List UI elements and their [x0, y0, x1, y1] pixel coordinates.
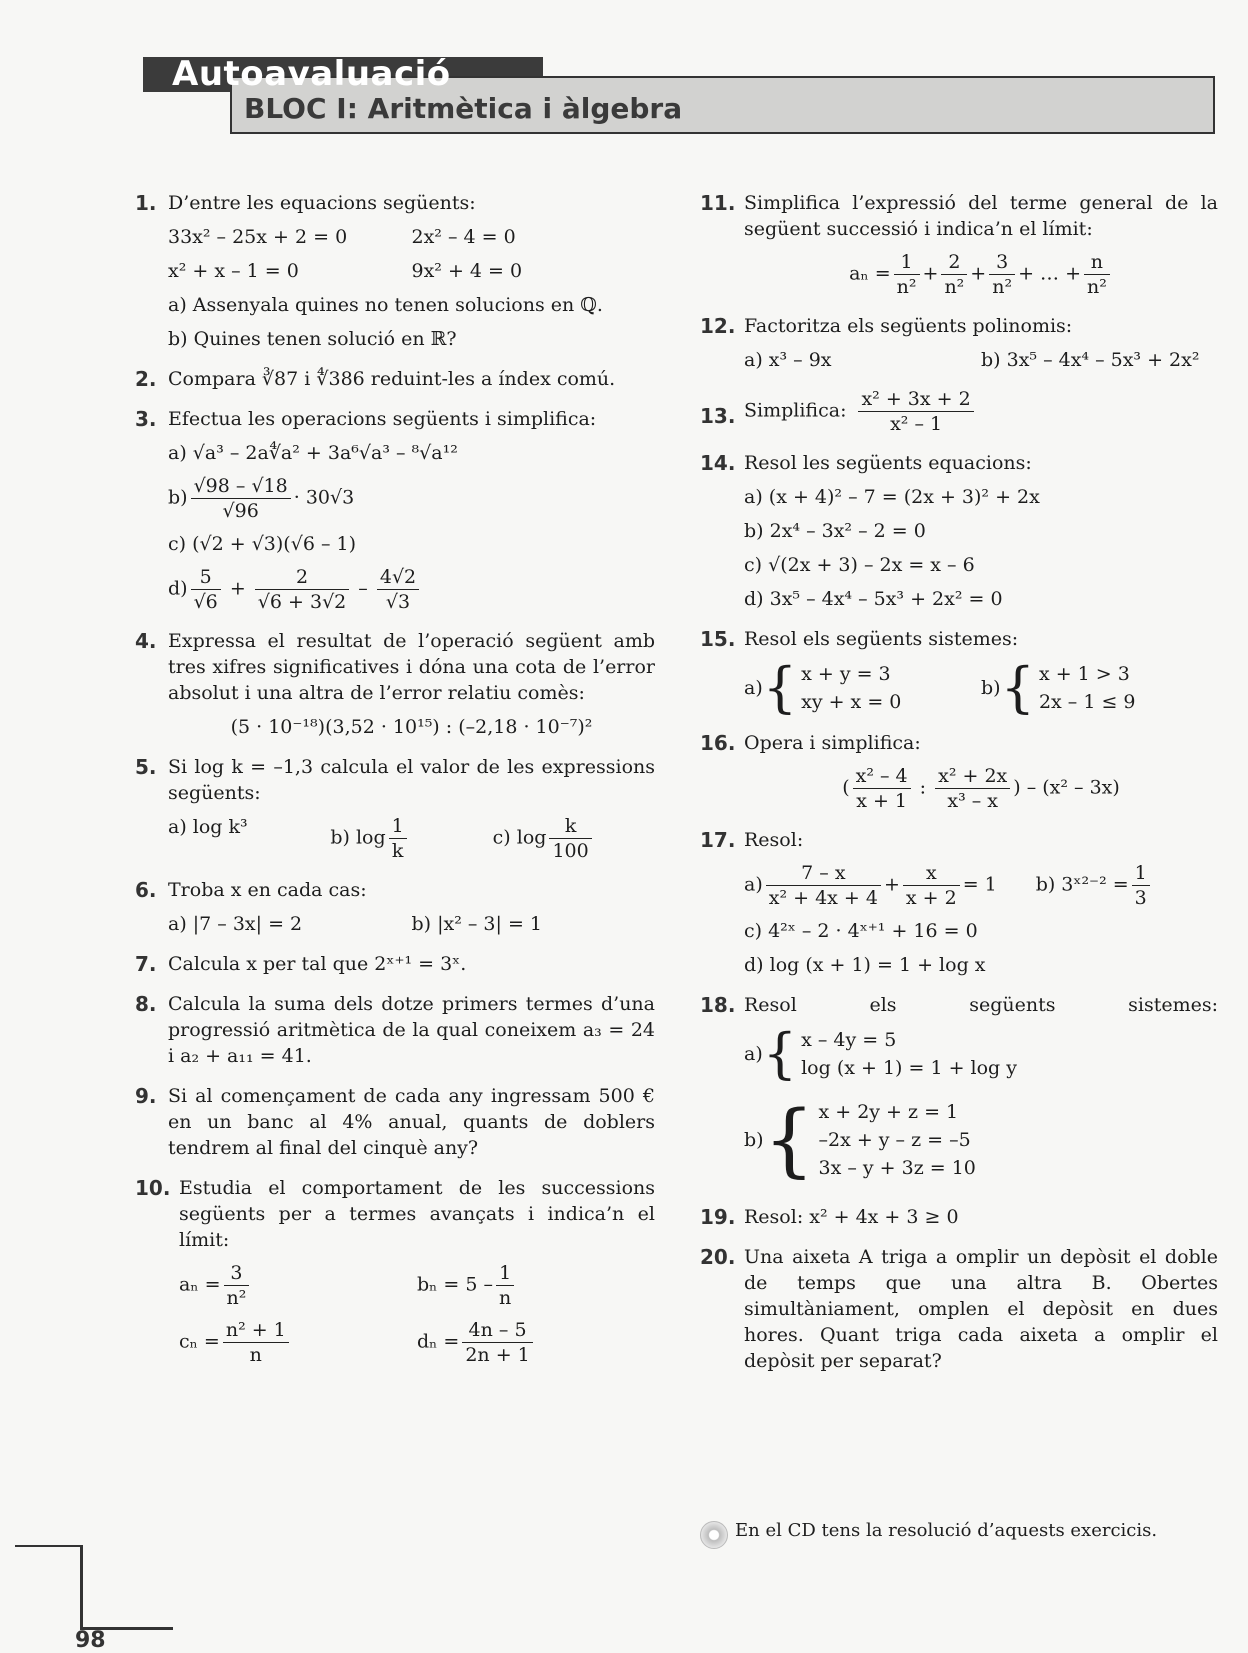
exercise-text: Resol les següents equacions:: [744, 452, 1032, 474]
exercise-text: Simplifica l’expressió del terme general de la següent successió i indica’n el límit:: [744, 192, 1218, 240]
fraction-denominator: n²: [226, 1287, 247, 1309]
fraction-denominator: x³ – x: [947, 790, 998, 812]
page-title: Autoavaluació: [172, 54, 451, 94]
exercise-number: 15.: [700, 627, 736, 651]
fraction-numerator: 4√2: [377, 565, 419, 590]
exercise-number: 5.: [135, 755, 157, 779]
sequence-label: bₙ = 5 –: [417, 1273, 494, 1296]
item-b: b) $\frac{√98 - √18}{√96}$ · 30√3: [168, 475, 355, 522]
equation: 9x² + 4 = 0: [411, 260, 523, 282]
question-b: b) Quines tenen solució en ℝ?: [168, 328, 457, 350]
exercise-text: Calcula x per tal que 2ˣ⁺¹ = 3ˣ.: [168, 953, 467, 975]
equation-rhs: = 1: [962, 873, 997, 896]
item-a: a) log k³: [168, 816, 248, 838]
item-a: a) (x + 4)² – 7 = (2x + 3)² + 2x: [744, 486, 1040, 508]
system-row: x + 1 > 3: [1038, 663, 1130, 685]
fraction-numerator: 2: [941, 250, 967, 275]
exercise-17: [700, 827, 1218, 978]
fraction-denominator: x² + 4x + 4: [768, 887, 878, 909]
fraction-denominator: √6 + 3√2: [257, 591, 347, 613]
fraction-numerator: 1: [389, 814, 407, 839]
fraction-denominator: 3: [1134, 887, 1147, 909]
exercise-number: 19.: [700, 1205, 736, 1229]
exercise-text: Compara ∛87 i ∜386 reduint-les a índex comú.: [168, 368, 616, 390]
exercise-19: [700, 1204, 1218, 1230]
fraction-denominator: k: [391, 840, 404, 862]
question-a: a) Assenyala quines no tenen solucions en ℚ.: [168, 294, 603, 316]
fraction-denominator: √96: [222, 500, 259, 522]
sequence-d: [417, 1318, 655, 1367]
exercise-number: 10.: [135, 1176, 171, 1200]
exercise-6: [135, 877, 655, 937]
system-row: x + y = 3: [801, 663, 891, 685]
page-subtitle: BLOC I: Aritmètica i àlgebra: [244, 92, 683, 125]
cd-note: En el CD tens la resolució d’aquests exercicis.: [735, 1520, 1158, 1541]
exercise-8: [135, 991, 655, 1069]
equation: 2x² – 4 = 0: [411, 226, 516, 248]
exercise-13: [700, 387, 1218, 436]
sequence-b: [417, 1261, 655, 1310]
exercise-text: Expressa el resultat de l’operació següent amb tres xifres significatives i dóna una cota de l’error absolut i una altra de l’error relatiu comès:: [168, 630, 655, 704]
exercise-1: [135, 190, 655, 352]
sequence-label: dₙ =: [417, 1330, 460, 1353]
exercise-4: [135, 628, 655, 740]
exercise-number: 7.: [135, 952, 157, 976]
fraction-denominator: √6: [193, 591, 218, 613]
page-number: 98: [75, 1628, 106, 1653]
exercise-9: [135, 1083, 655, 1161]
fraction-numerator: 3: [224, 1261, 250, 1286]
exercise-3: [135, 406, 655, 614]
exercise-number: 17.: [700, 828, 736, 852]
fraction-denominator: n²: [1087, 276, 1107, 298]
exercise-text: Efectua les operacions següents i simplifica:: [168, 408, 597, 430]
fraction-numerator: 2: [255, 565, 349, 590]
exercise-number: 6.: [135, 878, 157, 902]
item-b-prefix: b) 3ˣ²⁻² =: [1035, 873, 1129, 896]
item-b: b) 3x⁵ – 4x⁴ – 5x³ + 2x²: [981, 349, 1200, 371]
fraction-numerator: √98 – √18: [191, 474, 291, 499]
exercise-text: Resol els següents sistemes:: [744, 994, 1218, 1016]
fraction-denominator: n: [249, 1344, 262, 1366]
exercise-number: 9.: [135, 1084, 157, 1108]
fraction-numerator: k: [549, 814, 591, 839]
exercise-text: Resol: x² + 4x + 3 ≥ 0: [744, 1206, 959, 1228]
fraction-numerator: x: [903, 861, 960, 886]
sequence-expression: aₙ = $\frac{1}{\text{n²}}$ + $\frac{2}{\text{n²}}$ + $\frac{3}{\text{n²}}$ + … + $\frac{n}{\text{n²}}$: [744, 250, 1218, 299]
exercise-2: [135, 366, 655, 392]
item-d: d) log (x + 1) = 1 + log x: [744, 954, 986, 976]
fraction-numerator: n: [1084, 250, 1110, 275]
exercise-20: [700, 1244, 1218, 1374]
expression: (5 · 10⁻¹⁸)(3,52 · 10¹⁵) : (–2,18 · 10⁻⁷)²: [230, 716, 593, 738]
sequence-c: [179, 1318, 417, 1367]
item-b: [1036, 861, 1218, 910]
exercise-15: [700, 626, 1218, 719]
item-c: c) 4²ˣ – 2 · 4ˣ⁺¹ + 16 = 0: [744, 920, 978, 942]
fraction-denominator: x + 2: [905, 887, 957, 909]
fraction-numerator: 1: [496, 1261, 514, 1286]
fraction-numerator: n² + 1: [223, 1318, 289, 1343]
exercise-text: Una aixeta A triga a omplir un depòsit el doble de temps que una altra B. Obertes simultàniament, omplen el depòsit en dues hores. Quant triga cada aixeta a omplir el depòsit per separat?: [744, 1246, 1218, 1372]
fraction-denominator: 100: [552, 840, 589, 862]
exercise-number: 11.: [700, 191, 736, 215]
system-row: 3x – y + 3z = 10: [818, 1157, 976, 1179]
exercise-text: Resol:: [744, 829, 804, 851]
exercise-number: 14.: [700, 451, 736, 475]
fraction-numerator: 1: [894, 250, 920, 275]
exercise-5: [135, 754, 655, 863]
system-row: 2x – 1 ≤ 9: [1038, 691, 1136, 713]
exercise-number: 20.: [700, 1245, 736, 1269]
ellipsis: + … +: [1018, 262, 1081, 285]
system-row: –2x + y – z = –5: [818, 1129, 971, 1151]
fraction-denominator: n²: [896, 276, 917, 298]
cd-icon: [700, 1521, 728, 1549]
system-b: b) { x + 1 > 3 2x – 1 ≤ 9: [981, 656, 1136, 719]
exercise-number: 12.: [700, 314, 736, 338]
exercise-text: Factoritza els següents polinomis:: [744, 315, 1073, 337]
item-b: [330, 814, 492, 863]
sequence-label: aₙ =: [849, 262, 891, 285]
fraction-denominator: 2n + 1: [465, 1344, 530, 1366]
exercise-text: Si al començament de cada any ingressam 500 € en un banc al 4% anual, quants de doblers tendrem al final del cinquè any?: [168, 1085, 655, 1159]
exercise-11: [700, 190, 1218, 299]
fraction-numerator: x² – 4: [853, 764, 911, 789]
right-column: [700, 190, 1218, 1388]
exercise-text: Opera i simplifica:: [744, 732, 921, 754]
sequence-label: cₙ =: [179, 1330, 220, 1353]
fraction-numerator: x² + 3x + 2: [858, 387, 973, 412]
item-b-tail: · 30√3: [293, 486, 355, 509]
item-a: a) x³ – 9x: [744, 349, 832, 371]
exercise-text: Resol els següents sistemes:: [744, 628, 1019, 650]
system-row: x – 4y = 5: [801, 1029, 897, 1051]
item-c-prefix: c) log: [492, 826, 547, 849]
item-a: a) √a³ – 2a∜a² + 3a⁶√a³ – ⁸√a¹²: [168, 442, 458, 464]
left-column: [135, 190, 655, 1381]
fraction-numerator: x² + 2x: [935, 764, 1010, 789]
item-d: d) 3x⁵ – 4x⁴ – 5x³ + 2x² = 0: [744, 588, 1003, 610]
item-a: a) $\frac{7 - x}{\text{x² + 4x + 4}}$ + $\frac{x}{x + 2}$ = 1: [744, 862, 997, 909]
fraction-denominator: x² – 1: [890, 413, 943, 435]
exercise-number: 8.: [135, 992, 157, 1016]
fraction-numerator: 5: [191, 565, 221, 590]
exercise-number: 3.: [135, 407, 157, 431]
exercise-number: 4.: [135, 629, 157, 653]
fraction-numerator: 7 – x: [766, 861, 881, 886]
item-b: b) 2x⁴ – 3x² – 2 = 0: [744, 520, 926, 542]
exercise-16: [700, 730, 1218, 813]
sequence-a: [179, 1261, 417, 1310]
exercise-12: [700, 313, 1218, 373]
exercise-text: Troba x en cada cas:: [168, 879, 367, 901]
item-a: a) |7 – 3x| = 2: [168, 913, 303, 935]
exercise-7: [135, 951, 655, 977]
item-d: d) $\frac{5}{√6}$ + $\frac{2}{√6 + 3√2}$ – $\frac{4√2}{√3}$: [168, 565, 655, 614]
exercise-text: Si log k = –1,3 calcula el valor de les expressions següents:: [168, 756, 655, 804]
fraction-numerator: 1: [1132, 861, 1150, 886]
exercise-text: Simplifica:: [744, 399, 847, 422]
exercise-number: 13.: [700, 404, 736, 428]
item-b-prefix: b) log: [330, 826, 386, 849]
item-b: b) |x² – 3| = 1: [411, 913, 543, 935]
system-a: a) { x + y = 3 xy + x = 0: [744, 656, 902, 719]
fraction-denominator: n²: [992, 276, 1013, 298]
exercise-number: 1.: [135, 191, 157, 215]
fraction-numerator: 4n – 5: [462, 1318, 532, 1343]
system-row: x + 2y + z = 1: [818, 1101, 959, 1123]
page-corner-mark: [80, 1545, 173, 1630]
sequence-label: aₙ =: [179, 1273, 221, 1296]
fraction-denominator: x + 1: [856, 790, 908, 812]
fraction-denominator: √3: [385, 591, 411, 613]
system-b: b) { x + 2y + z = 1 –2x + y – z = –5 3x – y + 3z = 10: [744, 1093, 976, 1186]
exercise-10: [135, 1175, 655, 1367]
exercise-18: [700, 992, 1218, 1190]
exercise-number: 16.: [700, 731, 736, 755]
fraction-denominator: n²: [944, 276, 965, 298]
item-c: [493, 814, 655, 863]
expression-tail: – (x² – 3x): [1026, 776, 1120, 799]
system-row: xy + x = 0: [801, 691, 902, 713]
equation: x² + x – 1 = 0: [168, 260, 299, 282]
system-row: log (x + 1) = 1 + log y: [801, 1057, 1017, 1079]
item-c: c) √(2x + 3) – 2x = x – 6: [744, 554, 975, 576]
fraction-denominator: n: [499, 1287, 512, 1309]
exercise-14: [700, 450, 1218, 612]
item-c: c) (√2 + √3)(√6 – 1): [168, 533, 356, 555]
exercise-number: 18.: [700, 993, 736, 1017]
expression: ( $\frac{\text{x² – 4}}{x + 1}$ : $\frac{\text{x² + 2x}}{\text{x³ – x}}$ ) – (x² – 3x): [842, 765, 1120, 812]
exercise-text: Calcula la suma dels dotze primers termes d’una progressió aritmètica de la qual coneixem a₃ = 24 i a₂ + a₁₁ = 41.: [168, 993, 655, 1067]
exercise-text: Estudia el comportament de les successions següents per a termes avançats i indica’n el límit:: [179, 1177, 655, 1251]
exercise-text: D’entre les equacions següents:: [168, 192, 476, 214]
system-a: a) { x – 4y = 5 log (x + 1) = 1 + log y: [744, 1022, 1017, 1085]
footer-rule: [15, 1545, 83, 1547]
fraction-numerator: 3: [989, 250, 1015, 275]
equation: 33x² – 25x + 2 = 0: [168, 226, 348, 248]
exercise-number: 2.: [135, 367, 157, 391]
